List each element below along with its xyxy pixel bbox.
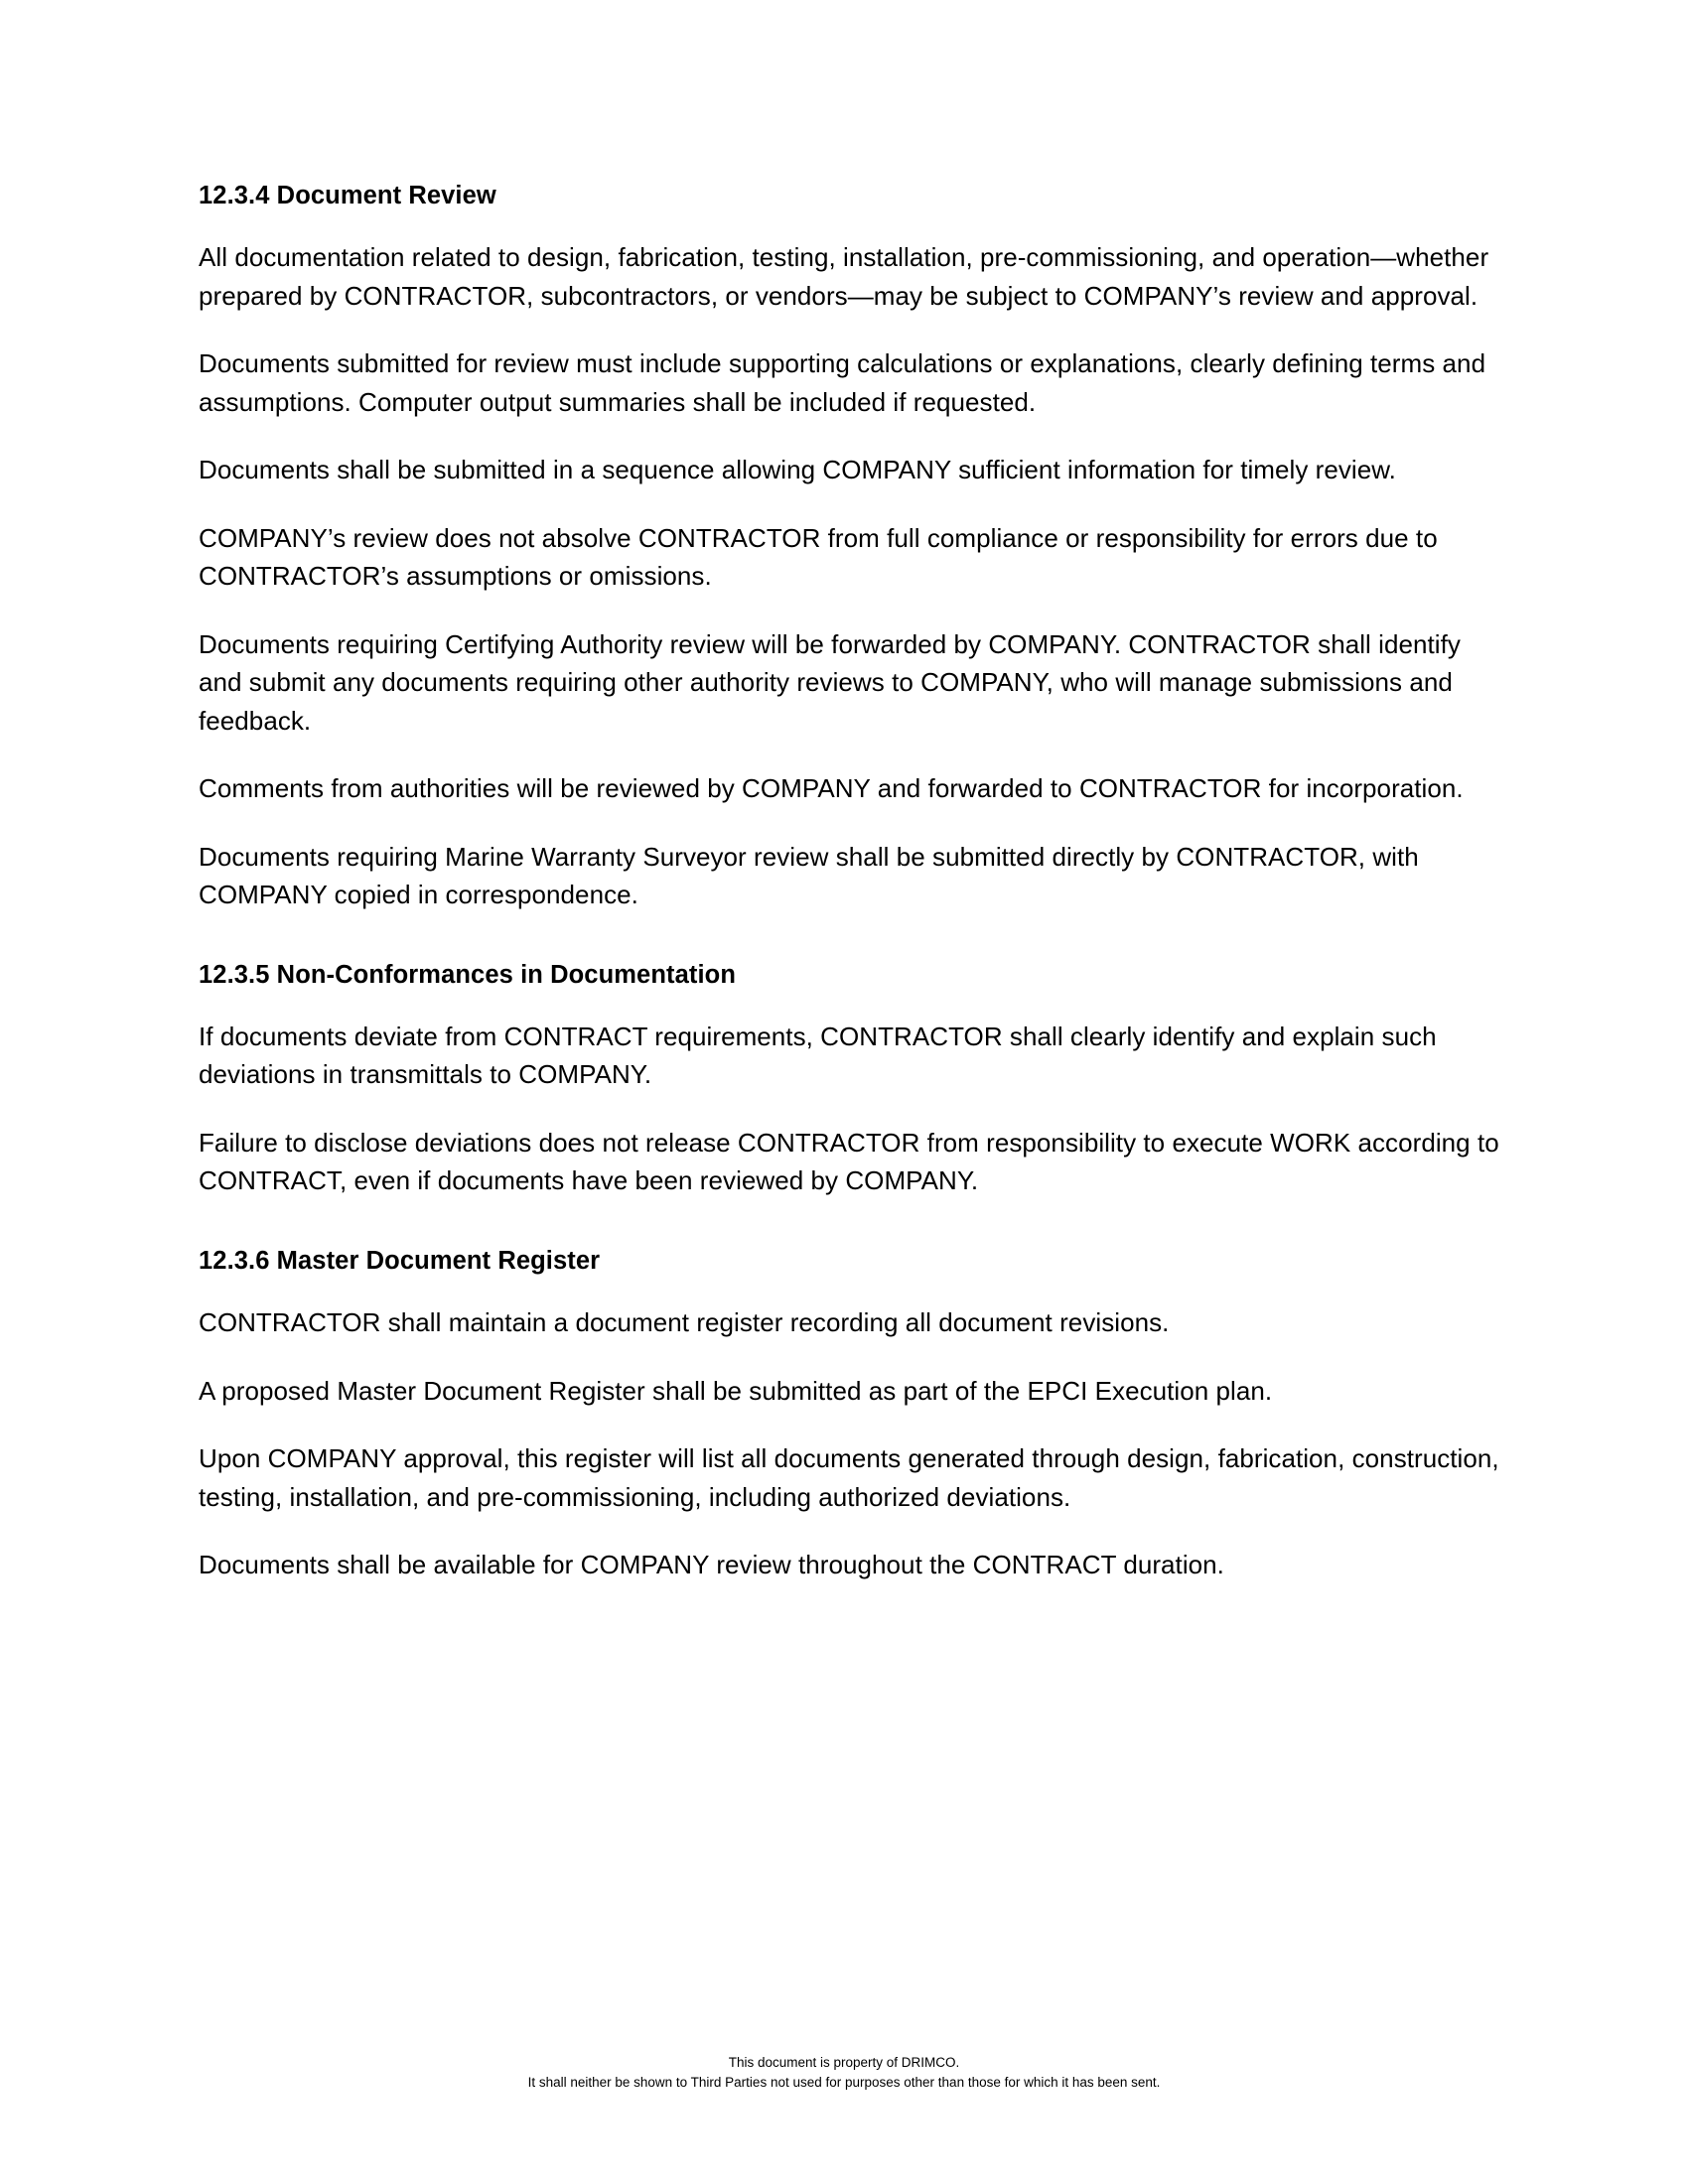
paragraph: Documents submitted for review must include supporting calculations or explanations, clearly defining terms and assumptions. Computer output summaries shall be included if requested. bbox=[199, 348, 1486, 417]
paragraph: Documents requiring Marine Warranty Surveyor review shall be submitted directly by CONTRACTOR, with COMPANY copied in correspondence. bbox=[199, 841, 1419, 910]
section-heading-12-3-4: 12.3.4 Document Review bbox=[199, 182, 496, 209]
paragraph: Documents shall be available for COMPANY review throughout the CONTRACT duration. bbox=[199, 1550, 1224, 1580]
paragraph: CONTRACTOR shall maintain a document register recording all document revisions. bbox=[199, 1307, 1170, 1338]
page-footer bbox=[0, 2053, 1688, 2094]
paragraph: All documentation related to design, fabrication, testing, installation, pre-commissioning, and operation—whether prepared by CONTRACTOR, subcontractors, or vendors—may be subject to COMPANY’s review and approval. bbox=[199, 242, 1489, 311]
paragraph: Documents shall be submitted in a sequence allowing COMPANY sufficient information for timely review. bbox=[199, 455, 1396, 485]
paragraph: Comments from authorities will be reviewed by COMPANY and forwarded to CONTRACTOR for incorporation. bbox=[199, 773, 1464, 804]
section-heading-12-3-6: 12.3.6 Master Document Register bbox=[199, 1246, 601, 1275]
paragraph: Failure to disclose deviations does not release CONTRACTOR from responsibility to execute WORK according to CONTRACT, even if documents have been reviewed by COMPANY. bbox=[199, 1127, 1499, 1196]
footer-line-2: It shall neither be shown to Third Parties not used for purposes other than those for which it has been sent. bbox=[527, 2074, 1161, 2090]
section-heading-12-3-5: 12.3.5 Non-Conformances in Documentation bbox=[199, 960, 736, 989]
paragraph: Upon COMPANY approval, this register will list all documents generated through design, fabrication, construction, testing, installation, and pre-commissioning, including authorized deviations. bbox=[199, 1443, 1499, 1512]
footer-line-1: This document is property of DRIMCO. bbox=[728, 2054, 960, 2070]
paragraph: Documents requiring Certifying Authority review will be forwarded by COMPANY. CONTRACTOR shall identify and submit any documents requiring other authority reviews to COMPANY, who will manage submissions and feedback. bbox=[199, 628, 1461, 736]
document-body bbox=[199, 179, 1499, 1584]
paragraph: COMPANY’s review does not absolve CONTRACTOR from full compliance or responsibility for errors due to CONTRACTOR’s assumptions or omissions. bbox=[199, 522, 1438, 592]
paragraph: A proposed Master Document Register shall be submitted as part of the EPCI Execution plan. bbox=[199, 1375, 1273, 1406]
paragraph: If documents deviate from CONTRACT requirements, CONTRACTOR shall clearly identify and explain such deviations in transmittals to COMPANY. bbox=[199, 1021, 1437, 1090]
